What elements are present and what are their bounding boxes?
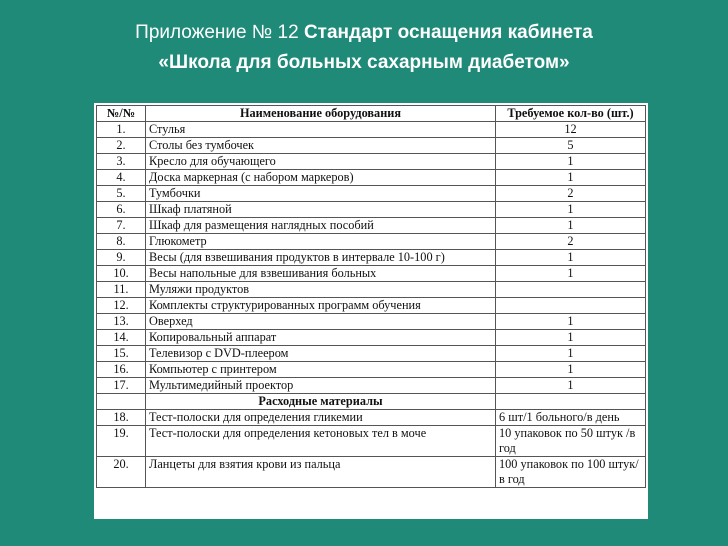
table-header-row — [97, 106, 646, 122]
row-equipment-name: Весы напольные для взвешивания больных — [146, 266, 496, 282]
row-quantity: 1 — [496, 314, 646, 330]
row-equipment-name: Шкаф платяной — [146, 202, 496, 218]
row-equipment-name: Весы (для взвешивания продуктов в интервале 10-100 г) — [146, 250, 496, 266]
row-number: 8. — [97, 234, 146, 250]
row-equipment-name: Копировальный аппарат — [146, 330, 496, 346]
row-quantity: 2 — [496, 234, 646, 250]
table-row — [97, 266, 646, 282]
title-prefix: Приложение № 12 — [135, 22, 299, 43]
row-quantity: 1 — [496, 330, 646, 346]
row-consumable-name: Тест-полоски для определения гликемии — [146, 410, 496, 426]
row-equipment-name: Кресло для обучающего — [146, 154, 496, 170]
table-row — [97, 282, 646, 298]
row-number: 9. — [97, 250, 146, 266]
row-quantity: 1 — [496, 378, 646, 394]
row-number: 14. — [97, 330, 146, 346]
table-row — [97, 298, 646, 314]
consumable-row — [97, 410, 646, 426]
table-row — [97, 314, 646, 330]
row-number: 4. — [97, 170, 146, 186]
table-row — [97, 250, 646, 266]
row-equipment-name: Оверхед — [146, 314, 496, 330]
row-quantity — [496, 298, 646, 314]
row-consumable-name: Тест-полоски для определения кетоновых тел в моче — [146, 426, 496, 457]
table-row — [97, 234, 646, 250]
row-quantity: 1 — [496, 346, 646, 362]
row-quantity: 1 — [496, 202, 646, 218]
row-quantity — [496, 282, 646, 298]
header-quantity: Требуемое кол-во (шт.) — [496, 106, 646, 122]
row-equipment-name: Компьютер с принтером — [146, 362, 496, 378]
table-row — [97, 346, 646, 362]
row-number: 10. — [97, 266, 146, 282]
row-quantity: 5 — [496, 138, 646, 154]
slide-title — [0, 18, 728, 78]
row-quantity: 1 — [496, 250, 646, 266]
row-number: 11. — [97, 282, 146, 298]
header-number: №/№ — [97, 106, 146, 122]
row-number: 19. — [97, 426, 146, 457]
row-equipment-name: Глюкометр — [146, 234, 496, 250]
row-quantity: 6 шт/1 больного/в день — [496, 410, 646, 426]
row-quantity: 1 — [496, 218, 646, 234]
row-number: 7. — [97, 218, 146, 234]
equipment-table — [96, 105, 646, 488]
row-equipment-name: Столы без тумбочек — [146, 138, 496, 154]
row-quantity: 1 — [496, 362, 646, 378]
equipment-document — [94, 103, 648, 519]
row-quantity: 12 — [496, 122, 646, 138]
row-equipment-name: Комплекты структурированных программ обучения — [146, 298, 496, 314]
table-row — [97, 202, 646, 218]
row-number: 16. — [97, 362, 146, 378]
table-row — [97, 122, 646, 138]
header-name: Наименование оборудования — [146, 106, 496, 122]
row-equipment-name: Шкаф для размещения наглядных пособий — [146, 218, 496, 234]
row-equipment-name: Телевизор с DVD-плеером — [146, 346, 496, 362]
row-number: 18. — [97, 410, 146, 426]
row-quantity: 10 упаковок по 50 штук /в год — [496, 426, 646, 457]
row-number: 5. — [97, 186, 146, 202]
row-equipment-name: Мультимедийный проектор — [146, 378, 496, 394]
row-quantity: 2 — [496, 186, 646, 202]
row-equipment-name: Тумбочки — [146, 186, 496, 202]
row-quantity: 1 — [496, 154, 646, 170]
consumable-row — [97, 426, 646, 457]
title-line-2: «Школа для больных сахарным диабетом» — [158, 52, 570, 73]
row-number: 3. — [97, 154, 146, 170]
section-row — [97, 394, 646, 410]
row-equipment-name: Муляжи продуктов — [146, 282, 496, 298]
section-spacer — [496, 394, 646, 410]
table-row — [97, 138, 646, 154]
row-number: 13. — [97, 314, 146, 330]
table-row — [97, 170, 646, 186]
row-consumable-name: Ланцеты для взятия крови из пальца — [146, 457, 496, 488]
section-spacer — [97, 394, 146, 410]
table-row — [97, 330, 646, 346]
row-quantity: 1 — [496, 266, 646, 282]
section-consumables-label: Расходные материалы — [146, 394, 496, 410]
title-bold: Стандарт оснащения кабинета — [303, 22, 593, 43]
consumable-row — [97, 457, 646, 488]
row-number: 1. — [97, 122, 146, 138]
table-row — [97, 186, 646, 202]
row-quantity: 1 — [496, 170, 646, 186]
title-line-1 — [0, 18, 728, 48]
row-number: 6. — [97, 202, 146, 218]
row-equipment-name: Доска маркерная (с набором маркеров) — [146, 170, 496, 186]
row-number: 20. — [97, 457, 146, 488]
table-row — [97, 218, 646, 234]
row-number: 12. — [97, 298, 146, 314]
table-row — [97, 378, 646, 394]
row-quantity: 100 упаковок по 100 штук/в год — [496, 457, 646, 488]
table-row — [97, 362, 646, 378]
table-row — [97, 154, 646, 170]
row-number: 17. — [97, 378, 146, 394]
row-equipment-name: Стулья — [146, 122, 496, 138]
row-number: 2. — [97, 138, 146, 154]
row-number: 15. — [97, 346, 146, 362]
